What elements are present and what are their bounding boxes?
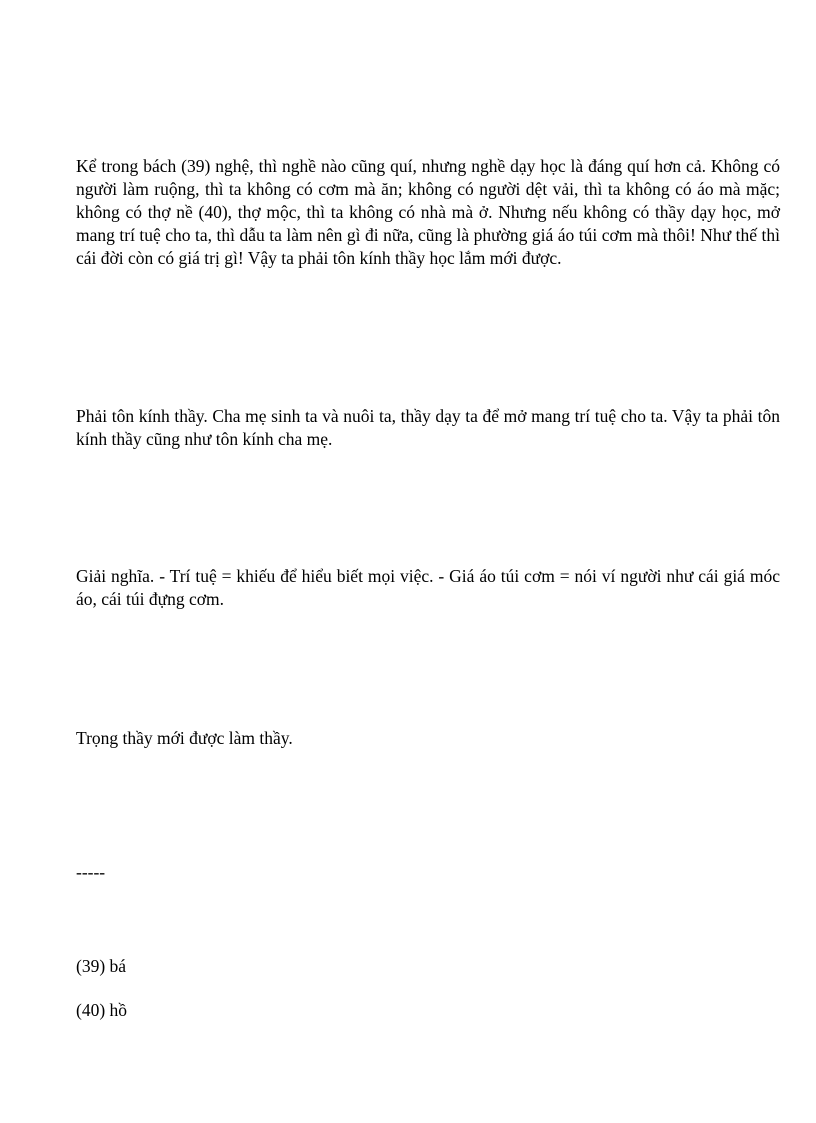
body-paragraph-teaching-profession: Kể trong bách (39) nghệ, thì nghề nào cũng quí, nhưng nghề dạy học là đáng quí hơn cả. Không có người làm ruộng, thì ta không có cơm mà ăn; không có người dệt vải, thì ta không có áo mà mặc; không có thợ nề (40), thợ mộc, thì ta không có nhà mà ở. Nhưng nếu không có thầy dạy học, mở mang trí tuệ cho ta, thì dẫu ta làm nên gì đi nữa, cũng là phường giá áo túi cơm mà thôi! Như thế thì cái đời còn có giá trị gì! Vậy ta phải tôn kính thầy học lắm mới được. xyxy=(76,156,780,268)
footnote-separator: ----- xyxy=(76,862,106,882)
footnote-39: (39) bá xyxy=(76,956,127,976)
body-paragraph-glossary: Giải nghĩa. - Trí tuệ = khiếu để hiểu biết mọi việc. - Giá áo túi cơm = nói ví người như cái giá móc áo, cái túi đựng cơm. xyxy=(76,566,780,609)
body-paragraph-proverb: Trọng thầy mới được làm thầy. xyxy=(76,728,293,748)
footnote-40: (40) hồ xyxy=(76,1000,128,1020)
body-paragraph-respect-teacher: Phải tôn kính thầy. Cha mẹ sinh ta và nuôi ta, thầy dạy ta để mở mang trí tuệ cho ta. Vậy ta phải tôn kính thầy cũng như tôn kính cha mẹ. xyxy=(76,406,780,449)
